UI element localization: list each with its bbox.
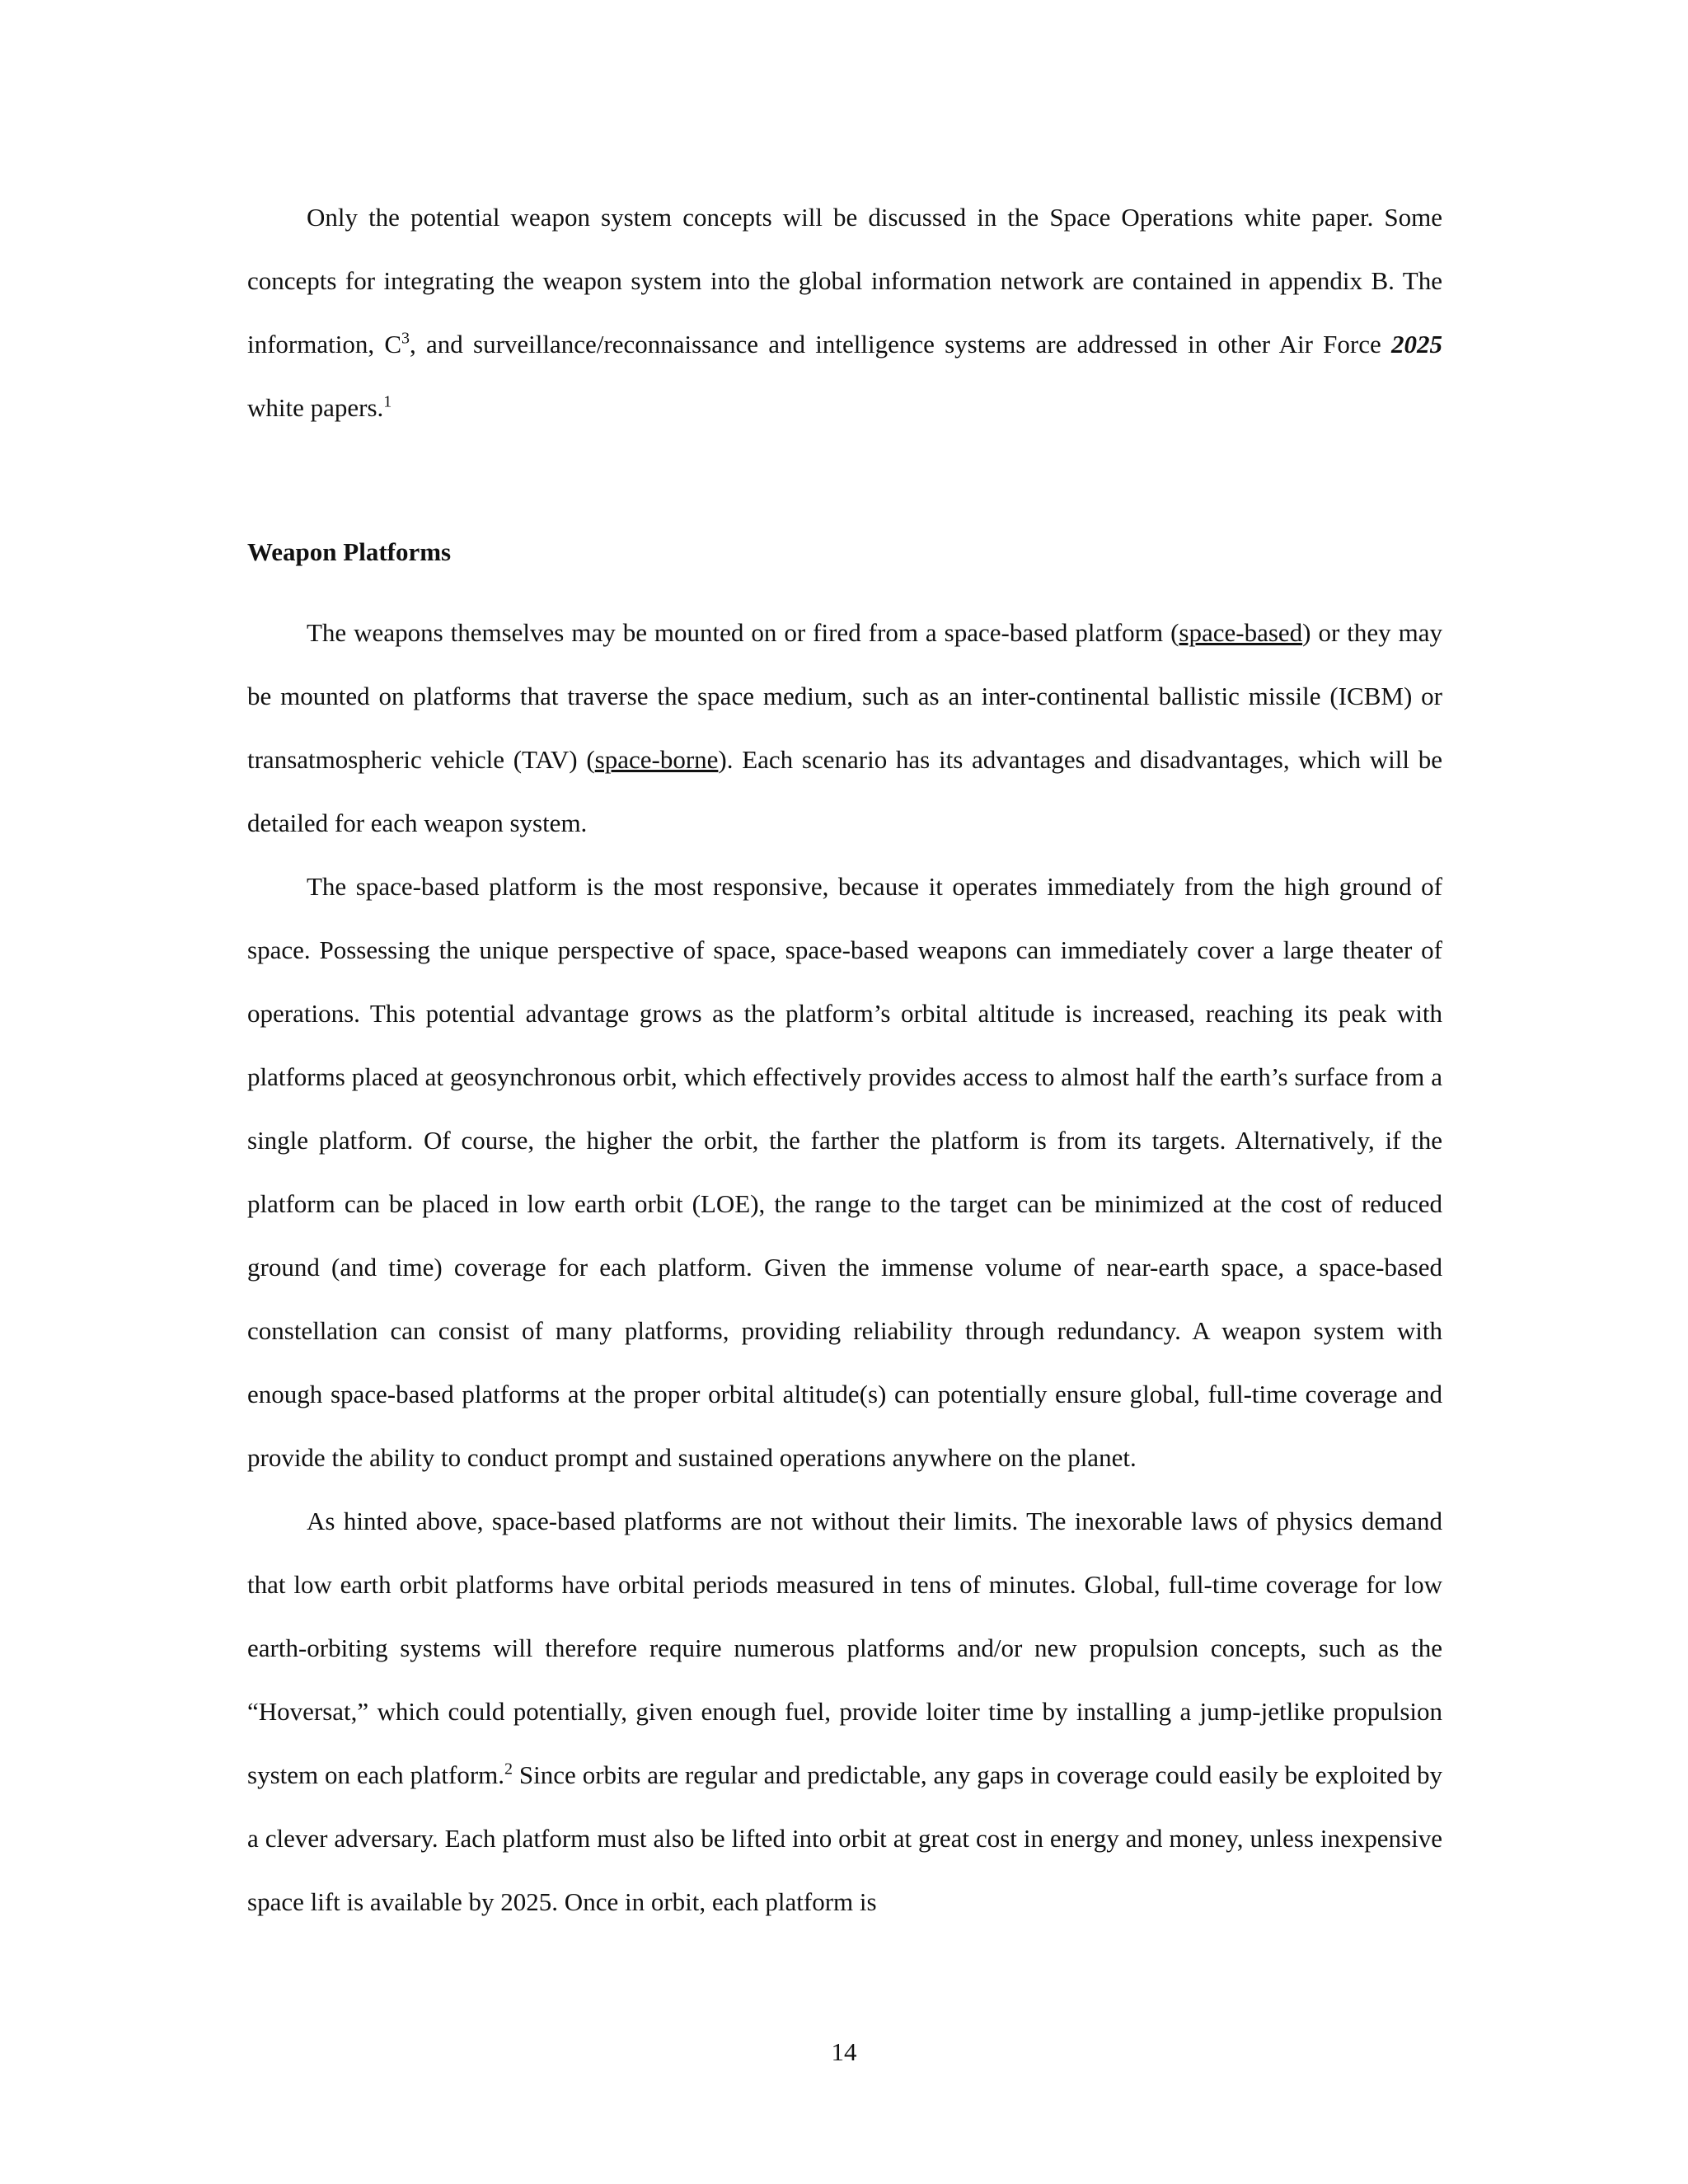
intro-text-1: Only the potential weapon system concepts will be discussed in the Space Operations white paper. Some concepts for integrating the weapon system into the global information network are contained in appendix B. The information, C (247, 203, 1442, 359)
page-number: 14 (831, 2037, 857, 2066)
underlined-term-space-borne: space-borne (594, 745, 719, 774)
paragraph-limits (247, 1489, 1442, 1933)
year-2025-emphasis: 2025 (1391, 330, 1442, 359)
heading-spacer (247, 583, 1442, 601)
underlined-term-space-based: space-based (1179, 618, 1303, 647)
paragraph-space-based: The space-based platform is the most responsive, because it operates immediately from the high ground of space. Possessing the unique perspective of space, space-based weapons can immediately cover a large theater of operations. This potential advantage grows as the platform’s orbital altitude is increased, reaching its peak with platforms placed at geosynchronous orbit, which effectively provides access to almost half the earth’s surface from a single platform. Of course, the higher the orbit, the farther the platform is from its targets. Alternatively, if the platform can be placed in low earth orbit (LOE), the range to the target can be minimized at the cost of reduced ground (and time) coverage for each platform. Given the immense volume of near-earth space, a space-based constellation can consist of many platforms, providing reliability through redundancy. A weapon system with enough space-based platforms at the proper orbital altitude(s) can potentially ensure global, full-time coverage and provide the ability to conduct prompt and sustained operations anywhere on the planet. (247, 872, 1442, 1472)
footnote-ref-2: 2 (504, 1760, 513, 1779)
section-heading: Weapon Platforms (247, 537, 452, 566)
section-spacer (247, 439, 1442, 520)
paragraph-platforms-intro (247, 601, 1442, 855)
p1-text-3: ). Each scenario has its advantages and disadvantages, which will be detailed for each weapon system. (247, 745, 1443, 837)
c3-superscript: 3 (401, 329, 410, 348)
footnote-ref-1: 1 (383, 392, 392, 411)
p1-text-2: ) or they may be mounted on platforms that traverse the space medium, such as an inter-continental ballistic missile (ICBM) or transatmospheric vehicle (TAV) ( (247, 618, 1442, 774)
page-body (247, 185, 1442, 1933)
p3-text-1: As hinted above, space-based platforms are not without their limits. The inexorable laws of physics demand that low earth orbit platforms have orbital periods measured in tens of minutes. Global, full-time coverage for low earth-orbiting systems will therefore require numerous platforms and/or new propulsion concepts, such as the “Hoversat,” which could potentially, given enough fuel, provide loiter time by installing a jump-jetlike propulsion system on each platform. (247, 1507, 1442, 1789)
p3-text-2: Since orbits are regular and predictable, any gaps in coverage could easily be exploited by a clever adversary. Each platform must also be lifted into orbit at great cost in energy and money, unless inexpensive space lift is available by 2025. Once in orbit, each platform is (247, 1760, 1442, 1916)
intro-text-3: white papers. (247, 393, 384, 422)
p1-text-1: The weapons themselves may be mounted on or fired from a space-based platform ( (307, 618, 1179, 647)
intro-paragraph (247, 185, 1442, 439)
intro-text-2: , and surveillance/reconnaissance and intelligence systems are addressed in other Air Force (410, 330, 1391, 359)
